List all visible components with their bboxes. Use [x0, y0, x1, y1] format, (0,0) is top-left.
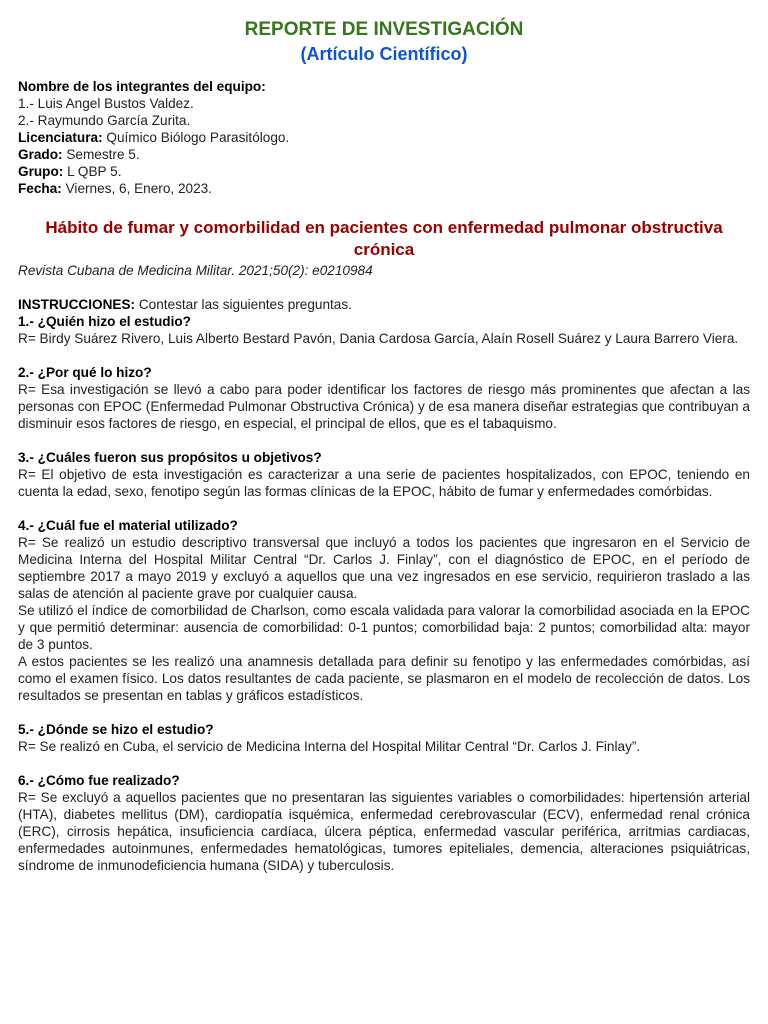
grupo-value: L QBP 5.	[63, 164, 122, 179]
grado-value: Semestre 5.	[62, 147, 140, 162]
fecha-row	[18, 180, 750, 197]
instructions	[18, 296, 750, 313]
question-heading: 6.- ¿Cómo fue realizado?	[18, 773, 180, 788]
fecha-label: Fecha:	[18, 181, 62, 196]
answer-paragraph: R= Esa investigación se llevó a cabo para poder identificar los factores de riesgo más prominentes que afectan a las personas con EPOC (Enfermedad Pulmonar Obstructiva Crónica) y de esa manera diseñar estrategias que contribuyan a disminuir esos factores de riesgo, en especial, el principal de ellos, que es el tabaquismo.	[18, 382, 750, 431]
team-member: 1.- Luis Angel Bustos Valdez.	[18, 96, 194, 111]
question-heading: 1.- ¿Quién hizo el estudio?	[18, 314, 191, 329]
answer-paragraph: A estos pacientes se les realizó una anamnesis detallada para definir su fenotipo y las enfermedades comórbidas, así como el examen físico. Los datos resultantes de cada paciente, se plasmaron en el modelo de recolección de datos. Los resultados se presentan en tablas y gráficos estadísticos.	[18, 654, 750, 703]
question-heading: 3.- ¿Cuáles fueron sus propósitos u objetivos?	[18, 450, 322, 465]
instructions-label: INSTRUCCIONES:	[18, 297, 136, 312]
licenciatura-value: Químico Biólogo Parasitólogo.	[102, 130, 290, 145]
question-heading: 2.- ¿Por qué lo hizo?	[18, 365, 152, 380]
fecha-value: Viernes, 6, Enero, 2023.	[61, 181, 212, 196]
question-block-3	[18, 449, 750, 500]
article-title: Hábito de fumar y comorbilidad en pacientes con enfermedad pulmonar obstructiva crónica	[45, 218, 723, 259]
team-heading: Nombre de los integrantes del equipo:	[18, 79, 266, 94]
report-title: REPORTE DE INVESTIGACIÓN	[244, 19, 524, 40]
answer-paragraph: R= Birdy Suárez Rivero, Luis Alberto Bestard Pavón, Dania Cardosa García, Alaín Rosell Suárez y Laura Barrero Viera.	[18, 331, 739, 346]
grupo-row	[18, 163, 750, 180]
answer-paragraph: R= Se excluyó a aquellos pacientes que no presentaran las siguientes variables o comorbilidades: hipertensión arterial (HTA), diabetes mellitus (DM), cardiopatía isquémica, enfermedad cerebrovascular (ECV), enfermedad renal crónica (ERC), cirrosis hepática, insuficiencia cardíaca, úlcera péptica, enfermedad vascular periférica, arritmias cardiacas, enfermedades autoinmunes, enfermedades hematológicas, tumores epiteliales, demencia, alteraciones psiquiátricas, síndrome de inmunodeficiencia humana (SIDA) y tuberculosis.	[18, 790, 750, 873]
grupo-label: Grupo:	[18, 164, 64, 179]
question-heading: 5.- ¿Dónde se hizo el estudio?	[18, 722, 214, 737]
grado-label: Grado:	[18, 147, 63, 162]
answer-paragraph: R= El objetivo de esta investigación es caracterizar a una serie de pacientes hospitalizados, con EPOC, teniendo en cuenta la edad, sexo, fenotipo según las formas clínicas de la EPOC, hábito de fumar y enfermedades comórbidas.	[18, 467, 750, 499]
answer-paragraph: R= Se realizó un estudio descriptivo transversal que incluyó a todos los pacientes que ingresaron en el Servicio de Medicina Interna del Hospital Militar Central “Dr. Carlos J. Finlay”, con el diagnóstico de EPOC, en el período de septiembre 2017 a mayo 2019 y excluyó a aquellos que una vez ingresados en ese servicio, requirieron traslado a las salas de atención al paciente grave por cualquier causa.	[18, 535, 750, 601]
question-block-5	[18, 721, 750, 755]
answer-paragraph: Se utilizó el índice de comorbilidad de Charlson, como escala validada para valorar la comorbilidad asociada en la EPOC y que permitió determinar: ausencia de comorbilidad: 0-1 puntos; comorbilidad baja: 2 puntos; comorbilidad alta: mayor de 3 puntos.	[18, 603, 750, 652]
report-subtitle: (Artículo Científico)	[300, 44, 468, 64]
question-block-1	[18, 313, 750, 347]
journal-citation: Revista Cubana de Medicina Militar. 2021;50(2): e0210984	[18, 263, 373, 278]
team-member: 2.- Raymundo García Zurita.	[18, 113, 191, 128]
question-heading: 4.- ¿Cuál fue el material utilizado?	[18, 518, 238, 533]
licenciatura-row	[18, 129, 750, 146]
answer-paragraph: R= Se realizó en Cuba, el servicio de Medicina Interna del Hospital Militar Central “Dr. Carlos J. Finlay”.	[18, 739, 641, 754]
team-info	[18, 78, 750, 197]
instructions-text: Contestar las siguientes preguntas.	[135, 297, 352, 312]
question-block-6	[18, 772, 750, 874]
grado-row	[18, 146, 750, 163]
licenciatura-label: Licenciatura:	[18, 130, 103, 145]
question-block-2	[18, 364, 750, 432]
question-block-4	[18, 517, 750, 704]
